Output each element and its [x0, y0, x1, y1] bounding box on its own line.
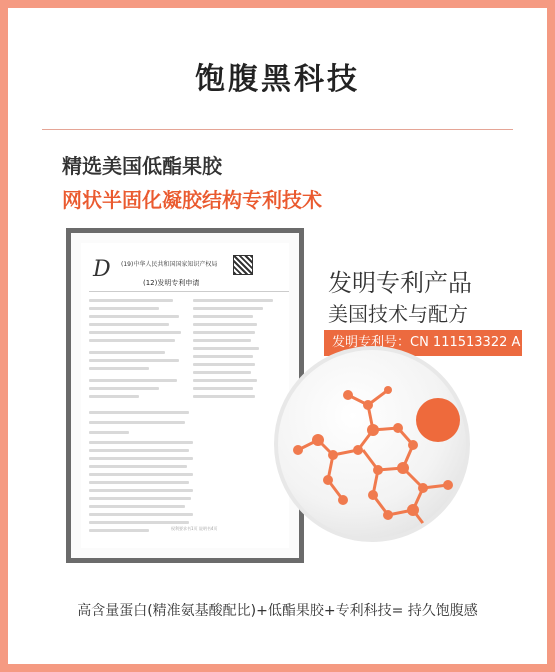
cert-text-line	[193, 331, 255, 334]
cert-text-line	[193, 387, 253, 390]
invention-patent-label: 发明专利产品	[328, 269, 472, 297]
cert-text-line	[193, 323, 257, 326]
cert-text-line	[89, 521, 189, 524]
subtitle-technology: 网状半固化凝胶结构专利技术	[62, 188, 322, 212]
cert-text-line	[89, 497, 191, 500]
cert-text-line	[193, 371, 251, 374]
cert-text-line	[193, 363, 255, 366]
cert-text-line	[89, 387, 159, 390]
cert-text-line	[89, 307, 159, 310]
certificate-page	[81, 243, 289, 548]
cert-text-line	[193, 315, 253, 318]
cert-text-line	[193, 339, 251, 342]
formula-caption: 高含量蛋白(精准氨基酸配比)+低酯果胶+专利科技= 持久饱腹感	[77, 603, 478, 619]
cert-text-line	[89, 331, 181, 334]
cert-text-line	[89, 395, 139, 398]
us-technology-label: 美国技术与配方	[328, 302, 468, 326]
certificate-footer: 权利要求书1页 说明书4页	[171, 526, 218, 531]
cert-text-line	[89, 421, 185, 424]
molecule-icon	[278, 350, 470, 542]
cert-text-line	[89, 505, 185, 508]
patent-certificate	[66, 228, 304, 563]
cert-text-line	[89, 473, 193, 476]
cert-text-line	[89, 359, 179, 362]
cert-text-line	[89, 323, 169, 326]
cert-text-line	[89, 449, 189, 452]
cert-text-line	[193, 379, 257, 382]
page-title: 饱腹黑科技	[195, 62, 360, 97]
cert-text-line	[89, 489, 193, 492]
certificate-rule	[89, 291, 289, 292]
cert-text-line	[193, 395, 255, 398]
patent-office-logo: D	[93, 257, 111, 282]
cert-text-line	[89, 441, 193, 444]
cert-text-line	[89, 481, 189, 484]
cert-text-line	[89, 513, 193, 516]
cert-text-line	[89, 299, 173, 302]
cert-text-line	[89, 339, 175, 342]
cert-text-line	[89, 529, 149, 532]
cert-text-line	[89, 367, 149, 370]
certificate-application-type: (12)发明专利申请	[143, 279, 200, 287]
certificate-header: (19)中华人民共和国国家知识产权局	[121, 261, 218, 268]
content-card	[8, 8, 547, 664]
cert-text-line	[193, 355, 253, 358]
cert-text-line	[89, 411, 189, 414]
cert-text-line	[193, 299, 273, 302]
cert-text-line	[89, 351, 165, 354]
molecule-illustration	[274, 346, 470, 542]
cert-text-line	[89, 457, 193, 460]
patent-number-badge: 发明专利号：CN 111513322 A	[324, 330, 522, 356]
subtitle-pectin: 精选美国低酯果胶	[62, 154, 222, 178]
cert-text-line	[89, 379, 177, 382]
qr-code-icon	[233, 255, 253, 275]
cert-text-line	[89, 465, 187, 468]
cert-text-line	[89, 315, 179, 318]
divider	[42, 129, 513, 130]
cert-text-line	[193, 347, 259, 350]
cert-text-line	[193, 307, 263, 310]
cert-text-line	[89, 431, 129, 434]
